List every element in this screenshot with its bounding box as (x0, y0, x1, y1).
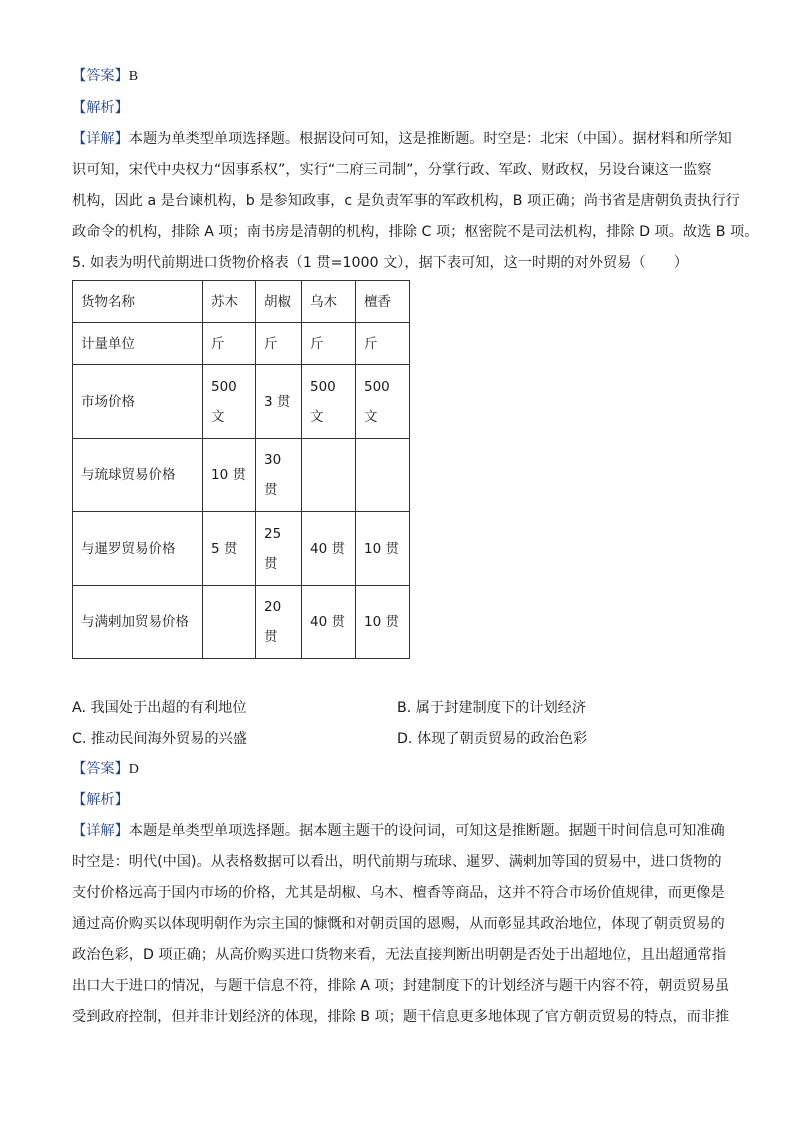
option-c: C. 推动民间海外贸易的兴盛 (72, 731, 247, 747)
table-cell: 20 贯 (256, 586, 302, 659)
option-a: A. 我国处于出超的有利地位 (72, 700, 247, 716)
table-header-cell: 檀香 (356, 281, 410, 323)
table-cell: 40 贯 (302, 512, 356, 586)
table-row (73, 586, 410, 659)
table-cell (302, 439, 356, 512)
table-row (73, 439, 410, 512)
table-cell: 斤 (256, 323, 302, 365)
table-cell: 3 贯 (256, 365, 302, 439)
table-row (73, 365, 410, 439)
detail-tag: 【详解】 (72, 823, 129, 839)
q5-detail-line-4: 通过高价购买以体现明朝作为宗主国的慷慨和对朝贡国的恩赐，从而彰显其政治地位，体现了朝贡贸易的 (72, 916, 725, 932)
table-header-cell: 胡椒 (256, 281, 302, 323)
table-row (73, 323, 410, 365)
table-cell: 25 贯 (256, 512, 302, 586)
table-cell (356, 439, 410, 512)
q4-detail-line-2: 识可知，宋代中央权力“因事系权”，实行“二府三司制”，分掌行政、军政、财政权，另设台谏这一监察 (72, 162, 712, 178)
table-cell: 10 贯 (203, 439, 256, 512)
table-cell: 10 贯 (356, 586, 410, 659)
table-cell: 与琉球贸易价格 (73, 439, 203, 512)
detail-text: 本题为单类型单项选择题。根据设问可知，这是推断题。时空是：北宋（中国）。据材料和所学知 (128, 131, 732, 147)
answer-value: B (128, 69, 139, 84)
table-cell: 市场价格 (73, 365, 203, 439)
table-cell: 与满剌加贸易价格 (73, 586, 203, 659)
q4-detail-line-4: 政命令的机构，排除 A 项；南书房是清朝的机构，排除 C 项；枢密院不是司法机构，排除 D 项。故选 B 项。 (72, 224, 759, 240)
q5-detail-line-5: 政治色彩，D 项正确；从高价购买进口货物来看，无法直接判断出明朝是否处于出超地位，且出超通常指 (72, 947, 726, 963)
detail-text: 本题是单类型单项选择题。据本题主题干的设问词，可知这是推断题。据题干时间信息可知准确 (128, 823, 725, 839)
q4-detail-line-3: 机构，因此 a 是台谏机构，b 是参知政事，c 是负责军事的军政机构，B 项正确；尚书省是唐朝负责执行行 (72, 193, 740, 209)
table-cell: 斤 (356, 323, 410, 365)
q5-detail-line-7: 受到政府控制，但并非计划经济的体现，排除 B 项；题干信息更多地体现了官方朝贡贸易的特点，而非推 (72, 1009, 730, 1025)
q5-detail-line-2: 时空是：明代(中国)。从表格数据可以看出，明代前期与琉球、暹罗、满剌加等国的贸易中，进口货物的 (72, 854, 722, 870)
table-cell: 5 贯 (203, 512, 256, 586)
table-cell (203, 586, 256, 659)
answer-value: D (128, 762, 139, 777)
q5-stem: 5. 如表为明代前期进口货物价格表（1 贯=1000 文），据下表可知，这一时期的对外贸易（ ） (72, 255, 689, 271)
q4-detail-line-1 (72, 129, 732, 149)
table-cell: 计量单位 (73, 323, 203, 365)
table-cell: 与暹罗贸易价格 (73, 512, 203, 586)
table-header-row (73, 281, 410, 323)
q5-detail-line-3: 支付价格远高于国内市场的价格，尤其是胡椒、乌木、檀香等商品，这并不符合市场价值规律，而更像是 (72, 885, 725, 901)
table-cell: 斤 (203, 323, 256, 365)
table-row (73, 512, 410, 586)
table-cell: 40 贯 (302, 586, 356, 659)
table-cell: 斤 (302, 323, 356, 365)
price-table (72, 280, 410, 659)
q5-detail-line-1 (72, 821, 725, 841)
table-cell: 30 贯 (256, 439, 302, 512)
table-cell: 500 文 (302, 365, 356, 439)
detail-tag: 【详解】 (72, 131, 129, 147)
table-header-cell: 乌木 (302, 281, 356, 323)
answer-tag: 【答案】 (72, 761, 129, 777)
option-d: D. 体现了朝贡贸易的政治色彩 (397, 731, 588, 747)
answer-tag: 【答案】 (72, 68, 129, 84)
table-cell: 500 文 (203, 365, 256, 439)
q4-analysis-tag: 【解析】 (72, 100, 129, 116)
table-cell: 10 贯 (356, 512, 410, 586)
q4-answer (72, 66, 138, 87)
q5-answer (72, 759, 139, 780)
table-header-cell: 苏木 (203, 281, 256, 323)
option-b: B. 属于封建制度下的计划经济 (397, 700, 587, 716)
table-header-cell: 货物名称 (73, 281, 203, 323)
q5-analysis-tag: 【解析】 (72, 792, 129, 808)
table-cell: 500 文 (356, 365, 410, 439)
q5-detail-line-6: 出口大于进口的情况，与题干信息不符，排除 A 项；封建制度下的计划经济与题干内容不符，朝贡贸易虽 (72, 978, 730, 994)
